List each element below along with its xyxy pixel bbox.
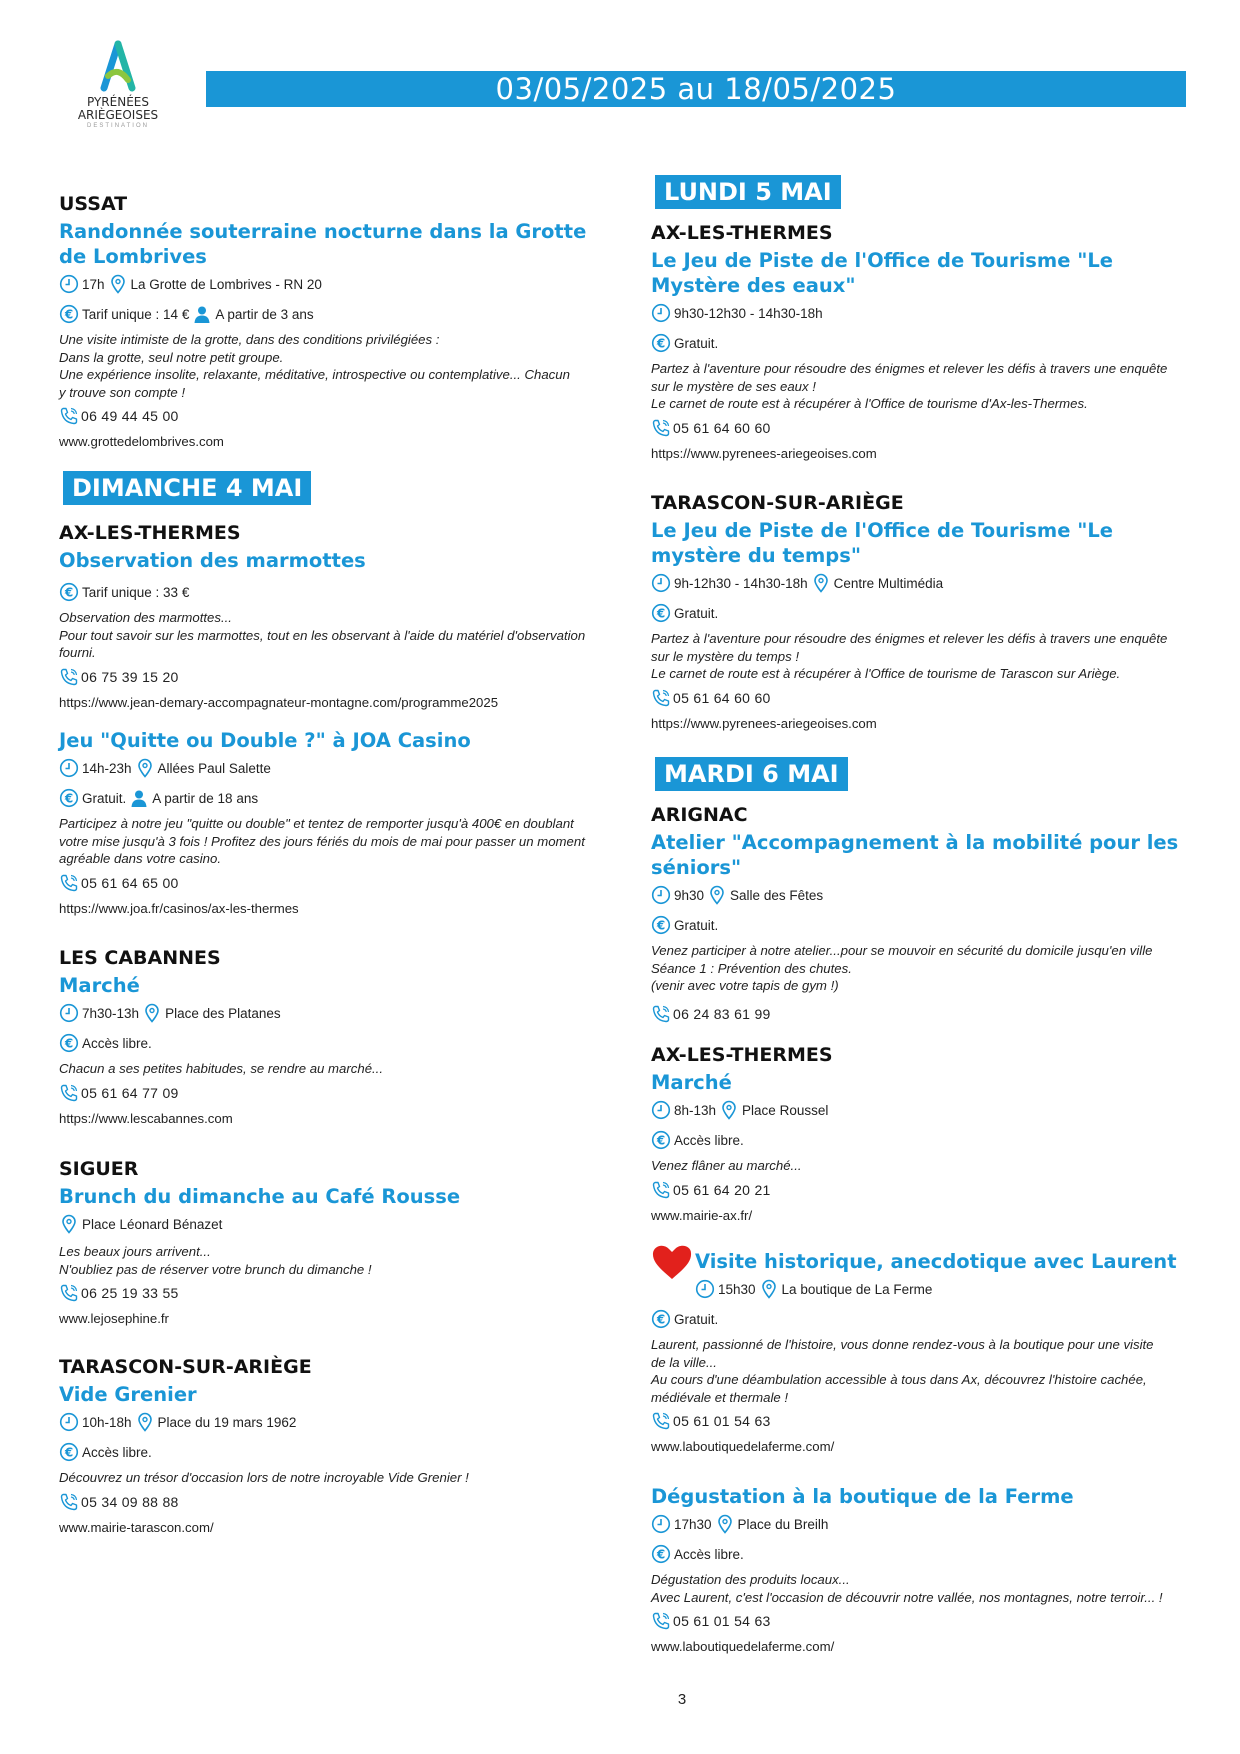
event-price: Tarif unique : 33 € bbox=[82, 584, 190, 600]
time-place-row bbox=[59, 273, 599, 295]
event-degustation bbox=[651, 1484, 1191, 1656]
time-place-row bbox=[651, 1099, 1191, 1121]
svg-text:€: € bbox=[656, 1312, 666, 1327]
phone-icon bbox=[59, 667, 79, 687]
event-phone: 06 24 83 61 99 bbox=[651, 1003, 1191, 1025]
town-name: AX-LES-THERMES bbox=[59, 522, 241, 544]
event-description: Venez flâner au marché... bbox=[651, 1158, 802, 1173]
event-description: Venez participer à notre atelier...pour se mouvoir en sécurité du domicile jusqu'en ville Séance 1 : Prévention des chutes. (venir avec votre tapis de gym !) bbox=[651, 943, 1153, 993]
town-name: LES CABANNES bbox=[59, 947, 221, 969]
event-jeu-de-piste-ax bbox=[651, 220, 1191, 463]
svg-text:€: € bbox=[64, 307, 74, 322]
event-time: 17h bbox=[82, 276, 105, 292]
location-pin-icon bbox=[811, 573, 831, 593]
event-place: Place des Platanes bbox=[165, 1005, 281, 1021]
euro-icon bbox=[59, 788, 79, 808]
event-phone: 05 61 01 54 63 bbox=[651, 1610, 1191, 1632]
event-price: Tarif unique : 14 € bbox=[82, 306, 190, 322]
clock-icon bbox=[59, 1003, 79, 1023]
event-phone: 06 49 44 45 00 bbox=[59, 405, 599, 427]
phone-icon bbox=[59, 1492, 79, 1512]
event-title: Le Jeu de Piste de l'Office de Tourisme "Le Mystère des eaux" bbox=[651, 249, 1114, 297]
event-price: Gratuit. bbox=[674, 917, 719, 933]
price-row bbox=[59, 1032, 599, 1054]
event-place: Centre Multimédia bbox=[833, 575, 944, 591]
price-age-row bbox=[59, 787, 599, 809]
event-description: Les beaux jours arrivent... N'oubliez pas de réserver votre brunch du dimanche ! bbox=[59, 1244, 372, 1277]
person-icon bbox=[129, 788, 149, 808]
event-title: Vide Grenier bbox=[59, 1383, 197, 1406]
svg-text:€: € bbox=[64, 585, 74, 600]
event-price: Gratuit. bbox=[674, 1311, 719, 1327]
svg-text:€: € bbox=[656, 1547, 666, 1562]
location-pin-icon bbox=[135, 758, 155, 778]
event-website-link[interactable]: www.mairie-ax.fr/ bbox=[651, 1207, 753, 1223]
event-price: Accès libre. bbox=[82, 1035, 152, 1051]
clock-icon bbox=[59, 1412, 79, 1432]
event-ussat-lombrives bbox=[59, 191, 599, 451]
svg-text:€: € bbox=[64, 1445, 74, 1460]
event-age: A partir de 3 ans bbox=[215, 306, 314, 322]
event-title: Le Jeu de Piste de l'Office de Tourisme "Le mystère du temps" bbox=[651, 519, 1114, 567]
event-title: Dégustation à la boutique de la Ferme bbox=[651, 1485, 1074, 1508]
event-title: Marché bbox=[59, 974, 140, 997]
event-time: 8h-13h bbox=[674, 1102, 717, 1118]
location-pin-icon bbox=[759, 1279, 779, 1299]
event-observation-marmottes bbox=[59, 520, 599, 712]
event-arignac-atelier bbox=[651, 802, 1191, 1025]
event-title: Brunch du dimanche au Café Rousse bbox=[59, 1185, 461, 1208]
event-phone: 05 61 64 65 00 bbox=[59, 872, 599, 894]
event-siguer-brunch bbox=[59, 1156, 599, 1328]
euro-icon bbox=[651, 333, 671, 353]
price-row bbox=[651, 1543, 1191, 1565]
event-title: Jeu "Quitte ou Double ?" à JOA Casino bbox=[59, 729, 471, 752]
event-title: Marché bbox=[651, 1071, 732, 1094]
day-header bbox=[651, 757, 1191, 791]
event-phone: 05 61 01 54 63 bbox=[651, 1410, 1191, 1432]
event-website-link[interactable]: https://www.jean-demary-accompagnateur-montagne.com/programme2025 bbox=[59, 694, 499, 710]
day-label-sunday: DIMANCHE 4 MAI bbox=[63, 471, 311, 505]
event-website-link[interactable]: www.laboutiquedelaferme.com/ bbox=[651, 1439, 835, 1454]
phone-icon bbox=[651, 1004, 671, 1024]
phone-icon bbox=[651, 418, 671, 438]
event-phone: 05 61 64 60 60 bbox=[651, 417, 1191, 439]
clock-icon bbox=[651, 303, 671, 323]
phone-icon bbox=[59, 1283, 79, 1303]
town-name: TARASCON-SUR-ARIÈGE bbox=[651, 492, 904, 514]
event-ax-marche bbox=[651, 1042, 1191, 1225]
event-price: Accès libre. bbox=[674, 1132, 744, 1148]
event-website-link[interactable]: www.laboutiquedelaferme.com/ bbox=[651, 1639, 835, 1654]
euro-icon bbox=[59, 304, 79, 324]
event-place: La boutique de La Ferme bbox=[781, 1281, 933, 1297]
event-description: Dégustation des produits locaux... Avec Laurent, c'est l'occasion de découvrir notre vallée, nos montagnes, notre terroir... ! bbox=[651, 1572, 1163, 1605]
price-age-row bbox=[59, 303, 599, 325]
clock-icon bbox=[651, 885, 671, 905]
town-name: ARIGNAC bbox=[651, 804, 748, 826]
svg-text:€: € bbox=[656, 918, 666, 933]
person-icon bbox=[192, 304, 212, 324]
event-time: 15h30 bbox=[718, 1281, 756, 1297]
event-time: 9h30 bbox=[674, 887, 705, 903]
location-pin-icon bbox=[142, 1003, 162, 1023]
price-row bbox=[651, 1308, 1191, 1330]
page-number: 3 bbox=[677, 1691, 687, 1708]
clock-icon bbox=[651, 1100, 671, 1120]
time-place-row bbox=[651, 1513, 1191, 1535]
event-website-link[interactable]: www.mairie-tarascon.com/ bbox=[59, 1519, 214, 1535]
event-phone: 06 25 19 33 55 bbox=[59, 1282, 599, 1304]
logo-mark-icon bbox=[96, 40, 140, 94]
phone-icon bbox=[651, 1411, 671, 1431]
time-place-row bbox=[59, 757, 599, 779]
event-phone: 05 61 64 77 09 bbox=[59, 1082, 599, 1104]
clock-icon bbox=[651, 1514, 671, 1534]
location-pin-icon bbox=[719, 1100, 739, 1120]
location-pin-icon bbox=[108, 274, 128, 294]
phone-icon bbox=[59, 873, 79, 893]
time-place-row bbox=[651, 572, 1191, 594]
town-name: TARASCON-SUR-ARIÈGE bbox=[59, 1356, 312, 1378]
event-place: Place Léonard Bénazet bbox=[82, 1216, 223, 1232]
event-description: Observation des marmottes... Pour tout savoir sur les marmottes, tout en les observant à l'aide du matériel d'observation fourni. bbox=[59, 610, 586, 660]
day-header bbox=[651, 175, 1191, 209]
day-header bbox=[59, 471, 599, 505]
event-price: Accès libre. bbox=[82, 1444, 152, 1460]
event-place: Allées Paul Salette bbox=[157, 760, 271, 776]
event-price: Gratuit. bbox=[82, 790, 127, 806]
euro-icon bbox=[59, 1442, 79, 1462]
place-row bbox=[59, 1213, 599, 1235]
event-title: Visite historique, anecdotique avec Laurent bbox=[695, 1250, 1177, 1273]
event-description: Laurent, passionné de l'histoire, vous donne rendez-vous à la boutique pour une visite de la ville... Au cours d'une déambulation accessible à tous dans Ax, découvrez l'histoire cachée, médiévale et thermale ! bbox=[651, 1337, 1154, 1405]
event-description: Partez à l'aventure pour résoudre des énigmes et relever les défis à travers une enquête sur le mystère du temps ! Le carnet de route est à récupérer à l'Office de tourisme de Tarascon sur Ariège. bbox=[651, 631, 1168, 681]
clock-icon bbox=[59, 274, 79, 294]
event-visite-historique bbox=[651, 1243, 1191, 1456]
price-row bbox=[651, 602, 1191, 624]
town-name: AX-LES-THERMES bbox=[651, 1044, 833, 1066]
price-row bbox=[59, 1441, 599, 1463]
phone-icon bbox=[651, 1180, 671, 1200]
logo-text-line3: DESTINATION bbox=[87, 123, 149, 129]
price-row bbox=[651, 914, 1191, 936]
event-price: Gratuit. bbox=[674, 605, 719, 621]
location-pin-icon bbox=[59, 1214, 79, 1234]
svg-text:€: € bbox=[64, 791, 74, 806]
heart-icon bbox=[651, 1243, 693, 1281]
event-cabannes-marche bbox=[59, 945, 599, 1128]
phone-icon bbox=[59, 406, 79, 426]
event-place: Salle des Fêtes bbox=[730, 887, 824, 903]
time-place-row bbox=[59, 1002, 599, 1024]
time-place-row bbox=[59, 1411, 599, 1433]
euro-icon bbox=[651, 915, 671, 935]
time-place-row bbox=[651, 884, 1191, 906]
date-range-banner: 03/05/2025 au 18/05/2025 bbox=[206, 71, 1186, 107]
town-name: SIGUER bbox=[59, 1158, 139, 1180]
event-time: 9h30-12h30 - 14h30-18h bbox=[674, 305, 823, 321]
phone-icon bbox=[651, 1611, 671, 1631]
phone-icon bbox=[59, 1083, 79, 1103]
town-name: AX-LES-THERMES bbox=[651, 222, 833, 244]
svg-text:€: € bbox=[656, 336, 666, 351]
event-age: A partir de 18 ans bbox=[152, 790, 259, 806]
event-price: Gratuit. bbox=[674, 335, 719, 351]
event-description: Partez à l'aventure pour résoudre des énigmes et relever les défis à travers une enquête sur le mystère de ses eaux ! Le carnet de route est à récupérer à l'Office de tourisme d'Ax-les-Thermes. bbox=[651, 361, 1168, 411]
price-row bbox=[59, 581, 599, 603]
event-phone: 05 34 09 88 88 bbox=[59, 1491, 599, 1513]
price-row bbox=[651, 332, 1191, 354]
day-label-monday: LUNDI 5 MAI bbox=[655, 175, 841, 209]
svg-text:€: € bbox=[656, 1133, 666, 1148]
event-tarascon-vide-grenier bbox=[59, 1354, 599, 1537]
logo-text-line2: ARIÈGEOISES bbox=[77, 108, 159, 122]
event-website-link[interactable]: www.grottedelombrives.com bbox=[59, 434, 224, 449]
euro-icon bbox=[59, 582, 79, 602]
event-place: Place Roussel bbox=[742, 1102, 829, 1118]
event-jeu-de-piste-tarascon bbox=[651, 490, 1191, 733]
clock-icon bbox=[651, 573, 671, 593]
event-time: 10h-18h bbox=[82, 1414, 132, 1430]
euro-icon bbox=[651, 1544, 671, 1564]
event-title: Randonnée souterraine nocturne dans la Grotte de Lombrives bbox=[59, 220, 587, 268]
event-website-link[interactable]: https://www.pyrenees-ariegeoises.com bbox=[651, 715, 877, 731]
event-phone: 05 61 64 20 21 bbox=[651, 1179, 1191, 1201]
svg-text:€: € bbox=[64, 1036, 74, 1051]
svg-text:€: € bbox=[656, 606, 666, 621]
event-website-link[interactable]: https://www.pyrenees-ariegeoises.com bbox=[651, 445, 877, 461]
logo-text-line1: PYRÉNÉES bbox=[87, 95, 149, 109]
euro-icon bbox=[651, 603, 671, 623]
location-pin-icon bbox=[715, 1514, 735, 1534]
event-joa-casino bbox=[59, 728, 599, 918]
event-time: 14h-23h bbox=[82, 760, 132, 776]
clock-icon bbox=[695, 1279, 715, 1299]
event-place: La Grotte de Lombrives - RN 20 bbox=[130, 276, 322, 292]
event-place: Place du 19 mars 1962 bbox=[157, 1414, 297, 1430]
time-row bbox=[651, 302, 1191, 324]
event-time: 17h30 bbox=[674, 1516, 712, 1532]
day-label-tuesday: MARDI 6 MAI bbox=[655, 757, 848, 791]
location-pin-icon bbox=[707, 885, 727, 905]
event-time: 7h30-13h bbox=[82, 1005, 140, 1021]
event-phone: 06 75 39 15 20 bbox=[59, 666, 599, 688]
event-price: Accès libre. bbox=[674, 1546, 744, 1562]
event-website-link[interactable]: https://www.joa.fr/casinos/ax-les-thermes bbox=[59, 900, 299, 916]
event-place: Place du Breilh bbox=[737, 1516, 829, 1532]
town-name: USSAT bbox=[59, 193, 128, 215]
price-row bbox=[651, 1129, 1191, 1151]
event-website-link[interactable]: https://www.lescabannes.com bbox=[59, 1110, 233, 1126]
event-phone: 05 61 64 60 60 bbox=[651, 687, 1191, 709]
time-place-row bbox=[695, 1278, 1177, 1300]
euro-icon bbox=[59, 1033, 79, 1053]
euro-icon bbox=[651, 1130, 671, 1150]
event-description: Chacun a ses petites habitudes, se rendre au marché... bbox=[59, 1061, 384, 1076]
event-description: Participez à notre jeu "quitte ou double" et tentez de remporter jusqu'à 400€ en doublant votre mise jusqu'à 3 fois ! Profitez des jours fériés du mois de mai pour passer un moment agréable dans votre casino. bbox=[59, 816, 585, 866]
location-pin-icon bbox=[135, 1412, 155, 1432]
phone-icon bbox=[651, 688, 671, 708]
euro-icon bbox=[651, 1309, 671, 1329]
event-website-link[interactable]: www.lejosephine.fr bbox=[59, 1311, 169, 1326]
event-time: 9h-12h30 - 14h30-18h bbox=[674, 575, 808, 591]
event-title: Atelier "Accompagnement à la mobilité pour les séniors" bbox=[651, 831, 1179, 879]
clock-icon bbox=[59, 758, 79, 778]
brand-logo bbox=[72, 40, 164, 140]
event-description: Découvrez un trésor d'occasion lors de notre incroyable Vide Grenier ! bbox=[59, 1470, 469, 1485]
event-title: Observation des marmottes bbox=[59, 549, 366, 572]
event-description: Une visite intimiste de la grotte, dans des conditions privilégiées : Dans la grotte, seul notre petit groupe. Une expérience insolite, relaxante, méditative, introspective ou contemplative... Chacun y trouve son compte ! bbox=[59, 332, 570, 400]
